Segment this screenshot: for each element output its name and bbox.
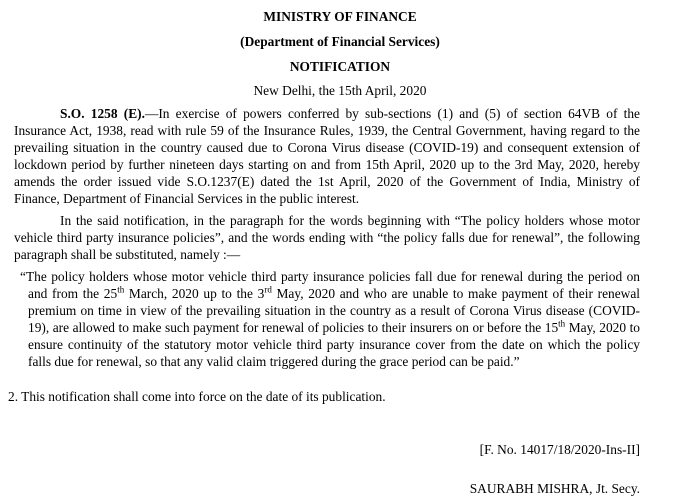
place-date: New Delhi, the 15th April, 2020 — [253, 83, 427, 98]
so-number: S.O. 1258 (E). — [60, 106, 145, 121]
signatory: SAURABH MISHRA, Jt. Secy. — [469, 481, 640, 496]
ministry-heading: MINISTRY OF FINANCE — [263, 9, 417, 24]
notification-heading: NOTIFICATION — [289, 59, 391, 74]
superscript-th: th — [117, 284, 125, 295]
file-number: [F. No. 14017/18/2020-Ins-II] — [479, 442, 640, 457]
superscript-th: th — [558, 318, 566, 329]
superscript-rd: rd — [264, 284, 272, 295]
paragraph-2: In the said notification, in the paragraph for the words beginning with “The policy holders whose motor vehicle third party insurance policies”, and the words ending with “the policy falls due for renewal”, the following paragraph shall be substituted, namely :— — [14, 213, 640, 262]
paragraph-2-commencement: 2. This notification shall come into force on the date of its publication. — [8, 389, 386, 404]
substituted-text-part-3: May, 2020 and who are unable to make payment of their renewal premium on time in view of the prevailing situation in the country as a result of Corona Virus disease (COVID-19), are allowed to make such payment for renewal of policies to their insurers on or before the 15 — [28, 286, 640, 335]
paragraph-1-text: —In exercise of powers conferred by sub-sections (1) and (5) of section 64VB of the Insurance Act, 1938, read with rule 59 of the Insurance Rules, 1939, the Central Government, having regard to the prevailing situation in the country caused due to Corona Virus disease (COVID-19) and consequent extension of lockdown period by further nineteen days starting on and from 15th April, 2020 up to the 3rd May, 2020, hereby amends the order issued vide S.O.1237(E) dated the 1st April, 2020 of the Government of India, Ministry of Finance, Department of Financial Services in the public interest. — [14, 106, 640, 206]
department-heading: (Department of Financial Services) — [240, 34, 440, 49]
substituted-text-part-2: March, 2020 up to the 3 — [124, 286, 265, 301]
paragraph-1 — [14, 105, 640, 207]
substituted-text-part-4: May, 2020 to ensure continuity of the statutory motor vehicle third party insurance cover from the date on which the policy falls due for renewal, so that any valid claim triggered during the grace period can be paid.” — [28, 320, 640, 369]
substituted-paragraph — [20, 268, 640, 370]
substituted-text-part-1: “The policy holders whose motor vehicle third party insurance policies fall due for renewal during the period on and from the 25 — [20, 269, 640, 301]
